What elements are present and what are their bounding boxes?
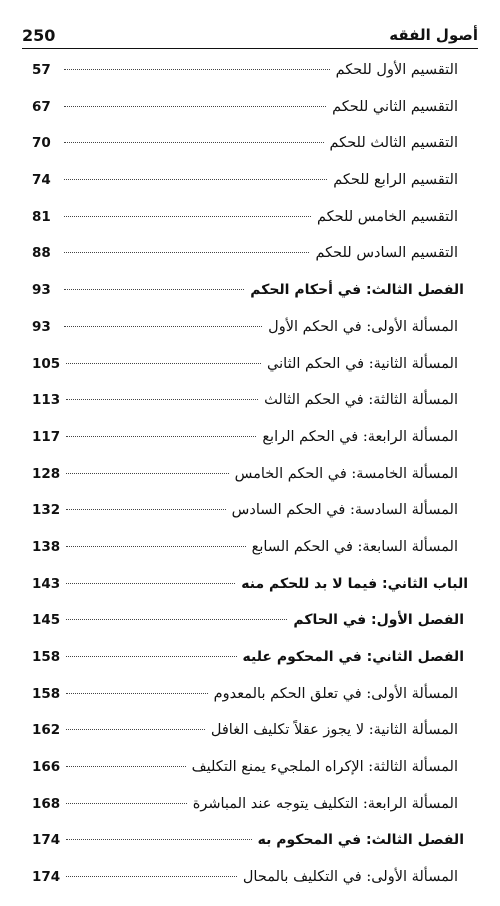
leader-dots xyxy=(64,289,244,290)
page-number: 250 xyxy=(22,26,56,45)
toc-entry-page: 93 xyxy=(32,282,51,299)
leader-dots xyxy=(66,546,245,547)
toc-entry-page: 168 xyxy=(32,795,61,812)
toc-entry-title: التقسيم الثالث للحكم xyxy=(329,135,458,152)
toc-entry-page: 143 xyxy=(32,575,61,592)
leader-dots xyxy=(66,583,235,584)
toc-entry-title: المسألة الأولى: في تعلق الحكم بالمعدوم xyxy=(213,685,458,702)
toc-entry-page: 138 xyxy=(32,538,61,555)
toc-entry xyxy=(32,869,468,906)
toc-entry-title: التقسيم الرابع للحكم xyxy=(333,172,458,189)
toc-entry xyxy=(32,245,468,282)
leader-dots xyxy=(66,656,236,657)
toc-entry xyxy=(32,319,468,356)
toc-entry-title: المسألة الثانية: لا يجوز عقلاً تكليف الغافل xyxy=(210,722,458,739)
leader-dots xyxy=(66,693,207,694)
toc-entry-page: 74 xyxy=(32,172,51,189)
toc-entry-page: 158 xyxy=(32,649,61,665)
toc-entry-page: 145 xyxy=(32,612,61,629)
toc-entry-page: 174 xyxy=(32,869,61,886)
page-header xyxy=(22,20,478,48)
toc-entry xyxy=(32,686,468,723)
toc-entry xyxy=(32,172,468,209)
leader-dots xyxy=(66,363,261,364)
toc-entry xyxy=(32,392,468,429)
toc-entry-page: 117 xyxy=(32,428,61,445)
toc-entry-title: التقسيم الخامس للحكم xyxy=(316,208,458,225)
leader-dots xyxy=(64,326,262,327)
leader-dots xyxy=(66,876,237,877)
toc-entry xyxy=(32,466,468,503)
header-divider xyxy=(22,48,478,49)
toc-entry-title: المسألة الثالثة: في الحكم الثالث xyxy=(264,392,458,409)
toc-entry-title: الباب الثاني: فيما لا بد للحكم منه xyxy=(241,575,468,592)
toc-entry-title: الفصل الأول: في الحاكم xyxy=(293,612,464,629)
leader-dots xyxy=(66,399,258,400)
toc-entry xyxy=(32,356,468,393)
toc-entry xyxy=(32,99,468,136)
toc-entry-title: المسألة الثانية: في الحكم الثاني xyxy=(267,355,458,372)
toc-entry xyxy=(32,282,468,319)
toc-entry xyxy=(32,759,468,796)
toc-entry-title: التقسيم السادس للحكم xyxy=(315,245,458,262)
toc-entry-page: 88 xyxy=(32,245,51,262)
toc-entry-page: 166 xyxy=(32,759,61,776)
toc-entry xyxy=(32,502,468,539)
toc-entry-page: 105 xyxy=(32,355,61,372)
leader-dots xyxy=(64,216,311,217)
toc-entry xyxy=(32,612,468,649)
toc-entry-title: المسألة الخامسة: في الحكم الخامس xyxy=(234,465,458,482)
leader-dots xyxy=(64,142,324,143)
toc-entry-title: المسألة الثالثة: الإكراه الملجيء يمنع التكليف xyxy=(191,759,458,776)
toc-entry xyxy=(32,649,468,686)
toc-entry xyxy=(32,796,468,833)
toc-entry-page: 113 xyxy=(32,392,61,409)
toc-entry-title: المسألة الأولى: في الحكم الأول xyxy=(268,318,458,335)
toc-entry-page: 57 xyxy=(32,62,51,78)
toc-entry xyxy=(32,832,468,869)
leader-dots xyxy=(66,509,225,510)
toc-entry-title: الفصل الثالث: في المحكوم به xyxy=(257,832,464,849)
toc-entry-title: المسألة الرابعة: التكليف يتوجه عند المباشرة xyxy=(192,795,458,812)
book-title: أصول الفقه xyxy=(389,26,478,44)
toc-entry-title: التقسيم الأول للحكم xyxy=(335,62,458,78)
toc-entry xyxy=(32,135,468,172)
toc-entry-page: 70 xyxy=(32,135,51,152)
toc-entry xyxy=(32,429,468,466)
leader-dots xyxy=(64,69,330,70)
leader-dots xyxy=(66,729,205,730)
toc-entry xyxy=(32,209,468,246)
toc-entry-title: المسألة الرابعة: في الحكم الرابع xyxy=(262,428,458,445)
leader-dots xyxy=(66,619,287,620)
toc-entry xyxy=(32,722,468,759)
toc-entry-title: الفصل الثاني: في المحكوم عليه xyxy=(242,649,464,665)
toc-entry-page: 162 xyxy=(32,722,61,739)
toc-entry-page: 93 xyxy=(32,318,51,335)
toc-entry xyxy=(32,539,468,576)
toc-entry-page: 158 xyxy=(32,685,61,702)
leader-dots xyxy=(66,766,185,767)
toc-entry-page: 174 xyxy=(32,832,61,849)
leader-dots xyxy=(66,473,228,474)
toc-entry-title: التقسيم الثاني للحكم xyxy=(332,98,458,115)
toc-entry-page: 128 xyxy=(32,465,61,482)
leader-dots xyxy=(64,252,309,253)
toc-entry-page: 81 xyxy=(32,208,51,225)
leader-dots xyxy=(66,839,251,840)
toc-entry-page: 132 xyxy=(32,502,61,519)
toc-entry-title: المسألة السابعة: في الحكم السابع xyxy=(251,538,458,555)
table-of-contents xyxy=(32,62,468,906)
toc-entry-page: 67 xyxy=(32,98,51,115)
toc-entry xyxy=(32,576,468,613)
toc-entry-title: المسألة السادسة: في الحكم السادس xyxy=(231,502,458,519)
leader-dots xyxy=(64,106,326,107)
leader-dots xyxy=(64,179,327,180)
toc-entry-title: المسألة الأولى: في التكليف بالمحال xyxy=(242,869,458,886)
toc-entry xyxy=(32,62,468,99)
toc-entry-title: الفصل الثالث: في أحكام الحكم xyxy=(250,282,464,299)
leader-dots xyxy=(66,436,256,437)
